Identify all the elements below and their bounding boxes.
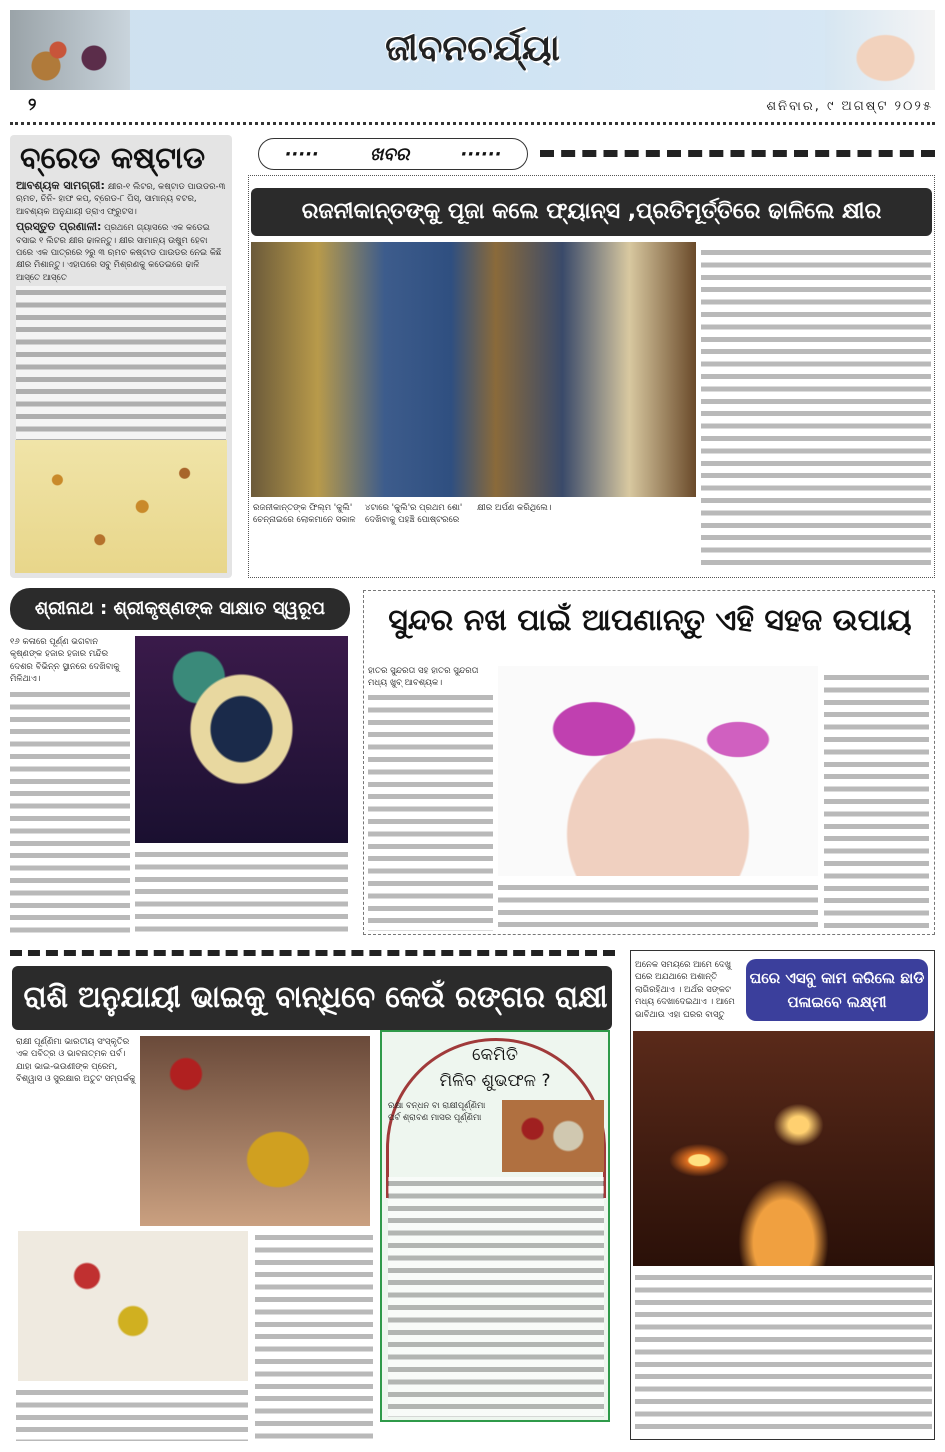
rajinikanth-article [248, 175, 935, 578]
section-banner [10, 10, 935, 90]
dots: ······ [460, 143, 502, 165]
shrinath-text-column [10, 636, 130, 933]
article-body [701, 246, 931, 571]
article-title: ବ୍ରେଡ କଷ୍ଟାଡ [20, 141, 206, 176]
article-body [135, 848, 348, 933]
method-label: ପ୍ରସ୍ତୁତ ପ୍ରଣାଳୀ: [16, 220, 102, 234]
kemiti-title-1: କେମିତି [472, 1045, 518, 1065]
rashi-intro: ରାକ୍ଷୀ ପୂର୍ଣ୍ଣିମା ଭାରତୀୟ ସଂସ୍କୃତିର ଏକ ପବିତ୍ର ଓ ଭାବନାତ୍ମକ ପର୍ବ। ଯାହା ଭାଇ-ଭଉଣୀଙ୍କ ପ୍ରେମ, ବିଶ୍ୱାସ ଓ ସୁରକ୍ଷାର ଅତୁଟ ସମ୍ପର୍କକୁ [16, 1037, 136, 1085]
kemiti-box [380, 1030, 610, 1422]
rajinikanth-statue-photo [251, 242, 696, 497]
news-label-text: ଖବର [369, 143, 410, 165]
article-body [368, 691, 493, 931]
diya-lamps-photo [633, 1031, 934, 1266]
kemiti-intro: ରକ୍ଷା ବନ୍ଧନ ବା ରାକ୍ଷୀପୂର୍ଣ୍ଣିମା ପର୍ବ ଶ୍ରାବଣ ମାସର ପୂର୍ଣ୍ଣିମା [388, 1101, 486, 1124]
laxmi-intro: ଅନେକ ସମୟରେ ଆମେ ଦେଖୁ ଘରେ ଅଯଥାରେ ଅଶାନ୍ତି ଲାଗିରହିଥାଏ । ଅର୍ଥର ସଙ୍କଟ ମଧ୍ୟ ଦେଖାଦେଇଥାଏ । ଆମେ ଭାବିଥାଉ ଏହା ଘରର ବାସ୍ତୁ [635, 960, 735, 1020]
shrinath-intro: ୧୬ କଳାରେ ପୂର୍ଣ୍ଣ ଭଗବାନ କୃଷ୍ଣଙ୍କ ହଜାର ହଜାର ମନ୍ଦିର ଦେଶର ବିଭିନ୍ନ ସ୍ଥାନରେ ଦେଖିବାକୁ ମିଳିଥାଏ। [10, 637, 120, 685]
orchid-nails-photo [498, 666, 818, 876]
divider [10, 122, 935, 125]
headline: ରଜନୀକାନ୍ତଙ୍କୁ ପୂଜା କଲେ ଫ୍ୟାନ୍ସ ,ପ୍ରତିମୂର୍ତ୍ତିରେ ଢାଳିଲେ କ୍ଷୀର [251, 188, 932, 236]
dots: ····· [284, 143, 319, 165]
headline: ଘରେ ଏସବୁ କାମ କରିଲେ ଛାଡି ପଳାଇବେ ଲକ୍ଷ୍ମୀ [746, 959, 928, 1021]
ingredients-label: ଆବଶ୍ୟକ ସାମଗ୍ରୀ: [16, 179, 105, 192]
headline-bar [12, 966, 612, 1030]
nails-intro: ହାତର ସୁନ୍ଦରତା ସହ ହାତର ସୁନ୍ଦରତା ମଧ୍ୟ ଖୁବ୍ ଆବଶ୍ୟକ। [368, 666, 479, 689]
article-body [10, 688, 130, 933]
custard-photo [15, 440, 227, 573]
article-body [388, 1177, 604, 1417]
laxmi-article [630, 950, 935, 1440]
article-body [498, 881, 818, 931]
rakhis-photo [18, 1231, 248, 1381]
article-body [255, 1231, 373, 1441]
bread-custard-article [10, 135, 232, 578]
page-number: ୨ [28, 95, 37, 115]
article-body [635, 1271, 932, 1436]
divider [540, 150, 935, 157]
article-body [824, 671, 929, 931]
article-caption: ରଜନୀକାନ୍ତଙ୍କ ଫିଲ୍ମ 'କୁଲି' ଚେନ୍ନାଇରେ ଲୋକମାନେ ସକାଳ ୪ଟାରେ 'କୁଲି'ର ପ୍ରଥମ ଶୋ' ଦେଖିବାକୁ ପହଞ୍ଚି ପୋଷ୍ଟରରେ କ୍ଷୀର ଅର୍ପଣ କରିଥିଲେ। [253, 503, 552, 526]
news-label [258, 138, 528, 170]
issue-date: ଶନିବାର, ୯ ଅଗଷ୍ଟ ୨୦୨୫ [766, 99, 933, 114]
nails-article [363, 590, 935, 935]
shrinath-headline: ଶ୍ରୀନାଥ : ଶ୍ରୀକୃଷ୍ଣଙ୍କ ସାକ୍ଷାତ ସ୍ୱରୂପ [10, 588, 350, 630]
shrinath-photo [135, 636, 348, 843]
headline: ସୁନ୍ଦର ନଖ ପାଇଁ ଆପଣାନ୍ତୁ ଏହି ସହଜ ଉପାୟ [388, 603, 912, 638]
ingredients-text: କ୍ଷୀର-୧ ଲିଟର, କଷ୍ଟାଡ ପାଉଡର-୩ ଋମଚ, ଚିନି- ହାଫ କପ୍, ବ୍ରେଡ-୮ ପିସ୍, ସାମାନ୍ୟ ବଟର, ଆବଶ୍ୟକ ଅନୁଯାୟୀ ଡ୍ରାଏ ଫ୍ରୁଟସ। [16, 182, 226, 217]
article-body [16, 1386, 248, 1441]
puja-thali-photo [502, 1100, 604, 1172]
method-text: ପ୍ରଥମେ ଗ୍ୟାସରେ ଏକ କଡେଇ ବସାଇ ୧ ଲିଟର କ୍ଷୀର ଢାଳନ୍ତୁ। କ୍ଷୀର ସାମାନ୍ୟ ଉଷୁମ ହେବା ପରେ ଏକ ପାତ୍ରରେ ୨ରୁ ୩ ଋମଚ କଷ୍ଟାଡ ପାଉଡର ନେଇ କିଛି କ୍ଷୀର ମିଶାନ୍ତୁ। ଏହାପରେ ସବୁ ମିଶ୍ରଣକୁ କଡେଇରେ ଢାଳି ଆସ୍ତେ ଆସ୍ତେ [16, 223, 222, 283]
rakhi-photo [140, 1036, 370, 1226]
section-title: ଜୀବନଚର୍ଯ୍ୟା [385, 28, 560, 69]
headline: ରାଶି ଅନୁଯାୟୀ ଭାଇକୁ ବାନ୍ଧିବେ କେଉଁ ରଙ୍ଗର ରାକ୍ଷୀ [23, 980, 608, 1015]
skincare-image [825, 10, 935, 90]
kemiti-title-2: ମିଳିବ ଶୁଭଫଳ ? [439, 1071, 551, 1091]
